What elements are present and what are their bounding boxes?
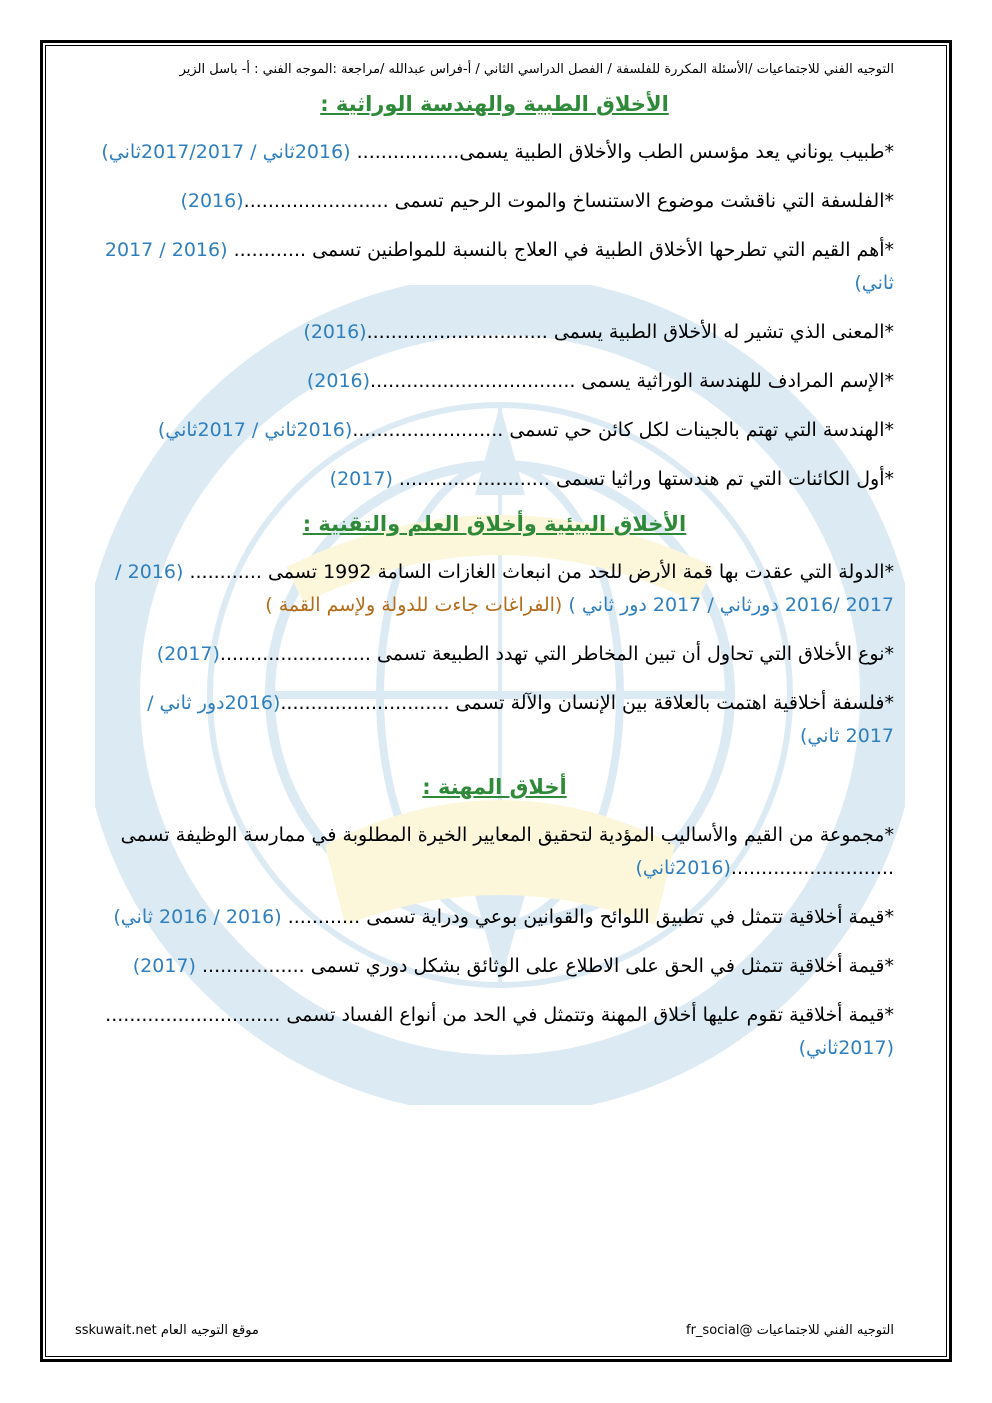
question-item: *أهم القيم التي تطرحها الأخلاق الطبية في العلاج بالنسبة للمواطنين تسمى ............ (2016 / 2017 ثاني): [104, 239, 894, 294]
page-footer: [75, 1323, 894, 1338]
question-item: *المعنى الذي تشير له الأخلاق الطبية يسمى ..............................(2016): [303, 321, 894, 343]
footer-social: fr_social@ التوجيه الفني للاجتماعيات: [686, 1323, 894, 1338]
section-title: أخلاق المهنة :: [422, 775, 567, 799]
section-title: الأخلاق البيئية وأخلاق العلم والتقنية :: [302, 512, 687, 536]
question-item: *فلسفة أخلاقية اهتمت بالعلاقة بين الإنسان والآلة تسمى ............................(2016دور ثاني / 2017 ثاني): [147, 692, 894, 747]
question-item: *مجموعة من القيم والأساليب المؤدية لتحقيق المعايير الخيرة المطلوبة في ممارسة الوظيفة تسمى ...........................(2016ثاني): [120, 824, 894, 879]
page-content: [95, 88, 894, 1081]
question-item: *طبيب يوناني يعد مؤسس الطب والأخلاق الطبية يسمى................. (2016ثاني / 2017/2017ثاني): [101, 141, 894, 163]
question-item: *نوع الأخلاق التي تحاول أن تبين المخاطر التي تهدد الطبيعة تسمى .........................(2017): [156, 643, 894, 665]
footer-website: sskuwait.net موقع التوجيه العام: [75, 1323, 259, 1338]
page-header: التوجيه الفني للاجتماعيات /الأسئلة المكررة للفلسفة / الفصل الدراسي الثاني / أ-فراس عبدالله /مراجعة :الموجه الفني : أ- باسل الزير: [179, 62, 894, 77]
note-text: (الفراغات جاءت للدولة ولإسم القمة ): [265, 594, 563, 616]
question-item: *قيمة أخلاقية تتمثل في تطبيق اللوائح والقوانين بوعي ودراية تسمى ............ (2016 / 2016 ثاني): [113, 906, 894, 928]
section-professional-ethics: [95, 775, 894, 1065]
question-item: *الدولة التي عقدت بها قمة الأرض للحد من انبعاث الغازات السامة 1992 تسمى ............ (2016 / 2017 /2016 دورثاني / 2017 دور ثاني ) (الفراغات جاءت للدولة ولإسم القمة ): [115, 561, 894, 616]
section-title: الأخلاق الطبية والهندسة الوراثية :: [320, 92, 669, 116]
section-medical-ethics: [95, 92, 894, 496]
question-item: *أول الكائنات التي تم هندستها وراثيا تسمى ......................... (2017): [329, 468, 894, 490]
section-environmental-ethics: [95, 512, 894, 753]
question-item: *الهندسة التي تهتم بالجينات لكل كائن حي تسمى .........................(2016ثاني / 2017ثاني): [157, 419, 894, 441]
question-item: *الفلسفة التي ناقشت موضوع الاستنساخ والموت الرحيم تسمى ........................(2016): [180, 190, 894, 212]
question-item: *قيمة أخلاقية تقوم عليها أخلاق المهنة وتتمثل في الحد من أنواع الفساد تسمى .............................(2017ثاني): [105, 1004, 894, 1059]
question-item: *قيمة أخلاقية تتمثل في الحق على الاطلاع على الوثائق بشكل دوري تسمى ................. (2017): [132, 955, 894, 977]
question-item: *الإسم المرادف للهندسة الوراثية يسمى ..................................(2016): [306, 370, 894, 392]
